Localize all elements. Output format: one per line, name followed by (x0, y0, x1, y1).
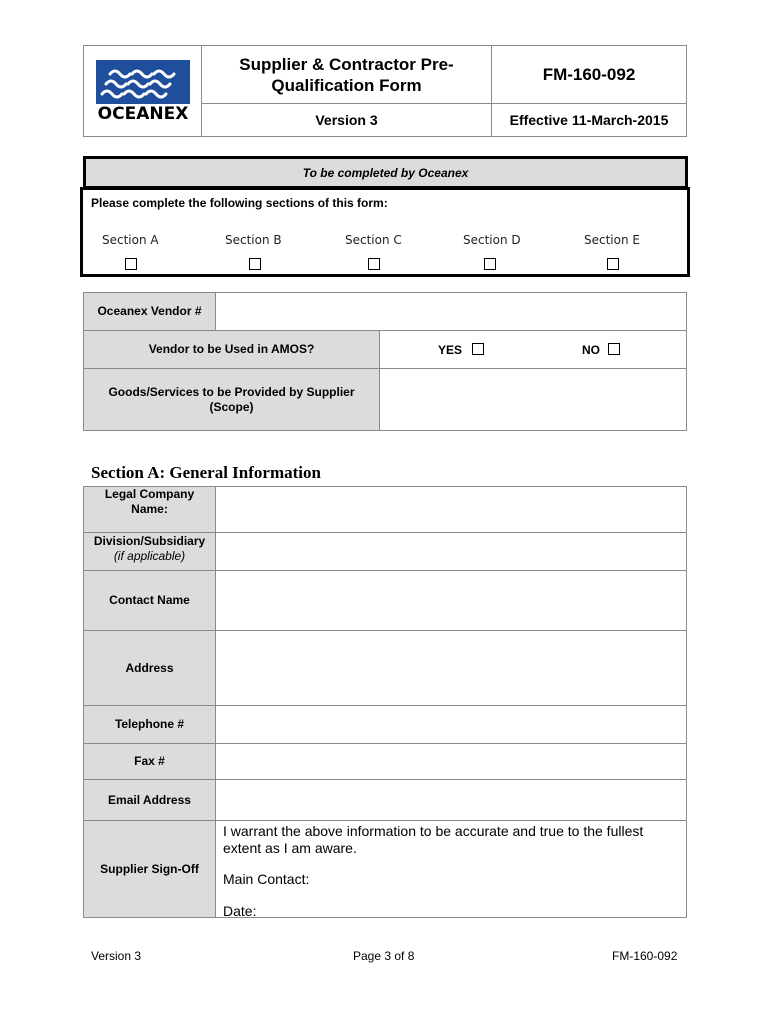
amos-label-cell (83, 330, 380, 369)
section-e-checkbox[interactable] (607, 258, 619, 270)
fax-label-cell (83, 743, 216, 780)
amos-yes-label: YES (438, 343, 463, 357)
signoff-main-contact-label: Main Contact: (223, 871, 310, 887)
effective-date: Effective 11-March-2015 (509, 112, 669, 128)
section-d-checkbox[interactable] (484, 258, 496, 270)
legal-name-label-cell (83, 486, 216, 533)
amos-yes-checkbox[interactable] (472, 343, 484, 355)
section-a-heading: Section A: General Information (91, 463, 321, 482)
amos-label: Vendor to be Used in AMOS? (148, 342, 315, 356)
legal-name-field[interactable] (215, 486, 687, 533)
goods-label-cell (83, 368, 380, 431)
vendor-number-field[interactable] (215, 292, 687, 331)
contact-label: Contact Name (109, 593, 190, 607)
signoff-label: Supplier Sign-Off (100, 861, 199, 876)
version-label: Version 3 (315, 112, 378, 128)
division-label-cell (83, 532, 216, 571)
section-selection-box (80, 187, 690, 277)
section-c-label: Section C (345, 233, 402, 247)
footer-version: Version 3 (91, 949, 142, 963)
goods-label: Goods/Services to be Provided by Supplier (Scope) (108, 384, 355, 414)
form-title: Supplier & Contractor Pre-Qualification Form (239, 54, 454, 95)
email-label: Email Address (108, 792, 191, 807)
contact-field[interactable] (215, 570, 687, 631)
email-field[interactable] (215, 779, 687, 821)
goods-field[interactable] (379, 368, 687, 431)
amos-no-label: NO (582, 343, 600, 357)
signoff-date-label: Date: (223, 903, 257, 919)
contact-label-cell (83, 570, 216, 631)
division-note: (if applicable) (113, 549, 186, 563)
oceanex-banner (83, 156, 688, 189)
form-title-cell (201, 45, 492, 104)
fax-field[interactable] (215, 743, 687, 780)
division-label: Division/Subsidiary (93, 534, 206, 548)
section-e-label: Section E (584, 233, 640, 247)
fax-label: Fax # (134, 754, 165, 768)
email-label-cell (83, 779, 216, 821)
logo-wordmark: OCEANEX (97, 104, 189, 124)
section-a-label: Section A (102, 233, 159, 247)
vendor-number-label-cell (83, 292, 216, 331)
amos-answer-cell (379, 330, 687, 369)
footer-page-number: Page 3 of 8 (353, 949, 415, 963)
effective-cell (491, 103, 687, 137)
telephone-label-cell (83, 705, 216, 744)
oceanex-banner-text: To be completed by Oceanex (302, 165, 469, 180)
logo-waves-icon (96, 60, 190, 104)
signoff-label-cell (83, 820, 216, 918)
address-label: Address (125, 660, 174, 675)
telephone-label: Telephone # (114, 717, 185, 731)
signoff-field[interactable] (215, 820, 687, 918)
telephone-field[interactable] (215, 705, 687, 744)
vendor-number-label: Oceanex Vendor # (97, 304, 202, 318)
form-code-cell (491, 45, 687, 104)
form-code: FM-160-092 (542, 64, 636, 84)
section-d-label: Section D (463, 233, 521, 247)
legal-name-label: Legal Company Name: (104, 486, 195, 516)
address-field[interactable] (215, 630, 687, 706)
section-c-checkbox[interactable] (368, 258, 380, 270)
section-instruction: Please complete the following sections of this form: (91, 196, 388, 210)
section-b-checkbox[interactable] (249, 258, 261, 270)
section-b-label: Section B (225, 233, 282, 247)
amos-no-checkbox[interactable] (608, 343, 620, 355)
footer-form-code: FM-160-092 (612, 949, 678, 963)
division-field[interactable] (215, 532, 687, 571)
address-label-cell (83, 630, 216, 706)
signoff-warranty-text: I warrant the above information to be accurate and true to the fullest extent as I am aware. (223, 823, 644, 856)
version-cell (201, 103, 492, 137)
section-a-checkbox[interactable] (125, 258, 137, 270)
